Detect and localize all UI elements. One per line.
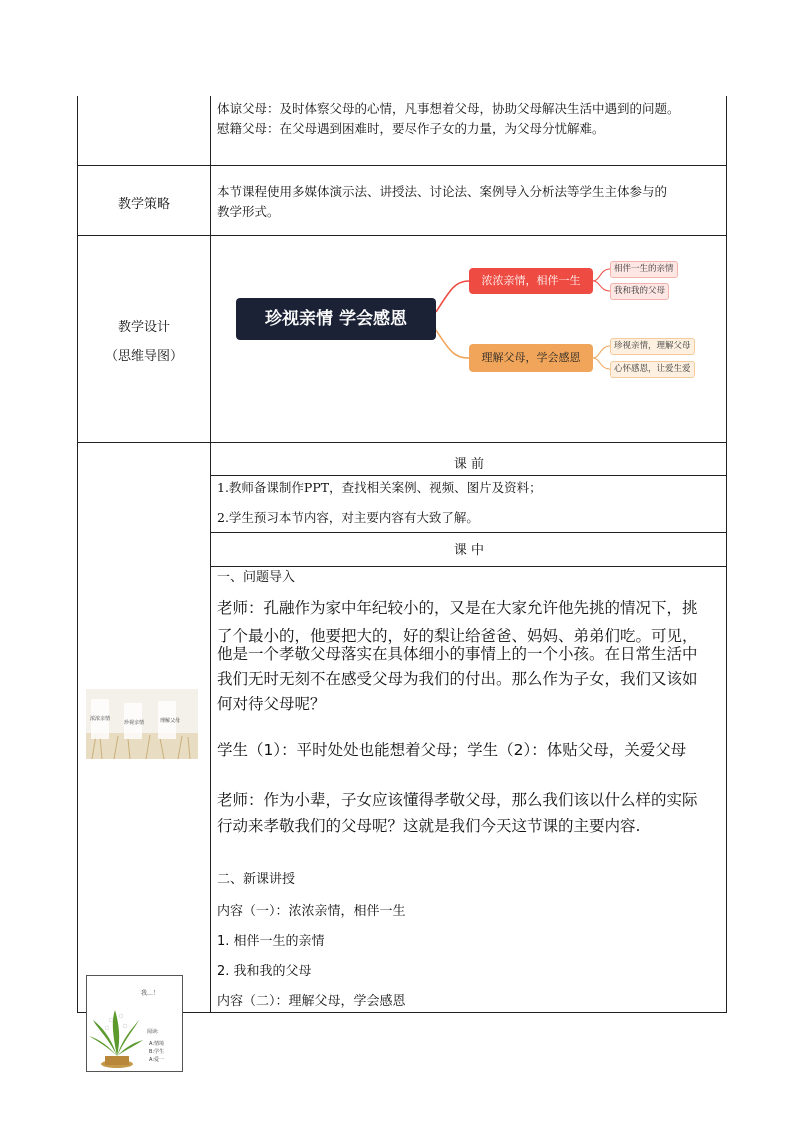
slide-label: 理解父母 xyxy=(160,718,181,724)
para1-line: 老师：孔融作为家中年纪较小的，又是在大家允许他先挑的情况下，挑 xyxy=(217,599,698,617)
before-class-header: 课 前 xyxy=(453,457,485,472)
strategy-label: 教学策略 xyxy=(117,197,170,212)
para1-line: 他是一个孝敬父母落实在具体细小的事情上的一个小孩。在日常生活中 xyxy=(217,645,698,663)
slide-text: 我…！ xyxy=(141,990,160,997)
mind-map-leaf: 相伴一生的亲情 xyxy=(610,261,678,278)
slide-text: B:学生 xyxy=(149,1049,165,1055)
section-1-title: 一、问题导入 xyxy=(217,570,296,585)
before-item-1: 1.教师备课制作PPT，查找相关案例、视频、图片及资料； xyxy=(217,480,542,495)
mind-map-branch-2: 理解父母，学会感恩 xyxy=(469,344,593,372)
mind-map-leaf: 心怀感恩，让爱生爱 xyxy=(610,361,695,378)
design-sublabel: （思维导图） xyxy=(104,349,183,364)
mind-map-leaf: 珍视亲情，理解父母 xyxy=(610,338,695,355)
para1-line: 我们无时无刻不在感受父母为我们的付出。那么作为子女，我们又该如 xyxy=(217,670,698,688)
slide-text: 阅读: xyxy=(147,1029,159,1035)
design-label: 教学设计 xyxy=(117,320,170,335)
slide-text: A:情境 xyxy=(149,1041,165,1047)
section-2-title: 二、新课讲授 xyxy=(217,872,296,887)
para2-line: 老师：作为小辈，子女应该懂得孝敬父母，那么我们该以什么样的实际 xyxy=(217,791,698,809)
content-1: 内容（一）：浓浓亲情，相伴一生 xyxy=(217,904,406,919)
content-1-item-2: 2. 我和我的父母 xyxy=(217,964,312,979)
slide-text: A:爱一 xyxy=(149,1057,165,1063)
during-class-header: 课 中 xyxy=(453,543,485,558)
slide-label: 珍视亲情 xyxy=(124,720,145,726)
top-cell-line-2: 慰籍父母：在父母遇到困难时，要尽作子女的力量，为父母分忧解难。 xyxy=(217,121,605,136)
top-cell-line-1: 体谅父母：及时体察父母的心情，凡事想着父母，协助父母解决生活中遇到的问题。 xyxy=(217,101,680,116)
strategy-line-1: 本节课程使用多媒体演示法、讲授法、讨论法、案例导入分析法等学生主体参与的 xyxy=(217,184,668,199)
slide-thumbnail-2 xyxy=(86,975,183,1072)
content-1-item-1: 1. 相伴一生的亲情 xyxy=(217,934,325,949)
para2-line: 行动来孝敬我们的父母呢？这就是我们今天这节课的主要内容. xyxy=(217,817,641,835)
slide-label: 浓浓亲情 xyxy=(90,716,111,722)
strategy-line-2: 教学形式。 xyxy=(217,204,280,219)
para1-line: 了个最小的，他要把大的，好的梨让给爸爸、妈妈、弟弟们吃。可见， xyxy=(217,627,698,645)
student-answers: 学生（1）：平时处处也能想着父母；学生（2）：体贴父母，关爱父母 xyxy=(217,741,687,759)
plant-image xyxy=(87,976,182,1071)
mind-map-root: 珍视亲情 学会感恩 xyxy=(236,298,436,340)
before-item-2: 2.学生预习本节内容，对主要内容有大致了解。 xyxy=(217,510,479,525)
mind-map-leaf: 我和我的父母 xyxy=(610,283,669,300)
content-2: 内容（二）：理解父母，学会感恩 xyxy=(217,994,406,1009)
para1-line: 何对待父母呢？ xyxy=(217,695,326,713)
slide-thumbnail-1 xyxy=(86,689,198,759)
mind-map-branch-1: 浓浓亲情，相伴一生 xyxy=(469,268,593,294)
